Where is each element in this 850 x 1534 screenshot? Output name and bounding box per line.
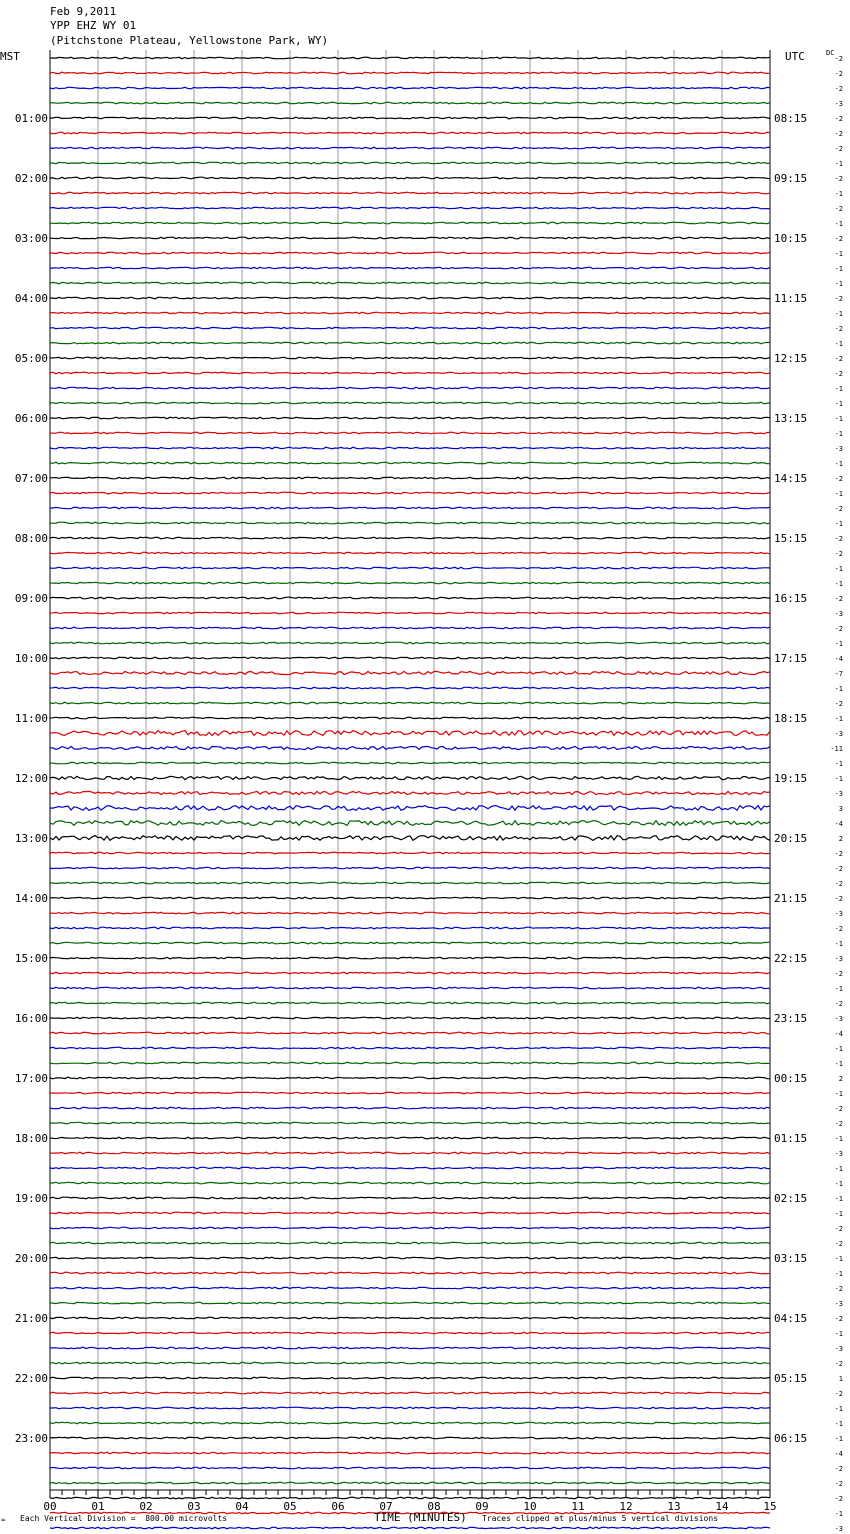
dc-offset-label: -2 [834,1360,843,1368]
utc-hour-label: 08:15 [774,112,808,125]
utc-hour-label: 05:15 [774,1372,808,1385]
dc-offset-label: -3 [834,1525,843,1533]
seismic-trace [50,582,770,584]
seismic-trace [50,1167,770,1169]
dc-offset-label: -3 [834,1015,843,1023]
seismic-trace [50,1482,770,1484]
seismic-trace [50,432,770,434]
dc-offset-label: -2 [834,700,843,708]
dc-offset-label: -1 [834,310,843,318]
chart-date: Feb 9,2011 [50,5,117,18]
seismic-trace [50,942,770,944]
dc-offset-label: -1 [834,1510,843,1518]
x-tick-label: 10 [523,1500,537,1513]
dc-offset-label: -1 [834,985,843,993]
footer-mark: ≈ [1,1516,6,1524]
seismic-trace [50,372,770,374]
seismic-trace [50,1362,770,1364]
dc-offset-label: -2 [834,175,843,183]
seismic-trace [50,1182,770,1184]
dc-offset-label: -2 [834,1105,843,1113]
dc-offset-label: -1 [834,1405,843,1413]
seismic-trace [50,222,770,224]
dc-offset-label: -1 [834,1420,843,1428]
seismic-trace [50,1197,770,1199]
seismic-trace [50,147,770,149]
mst-hour-label: 06:00 [14,412,48,425]
dc-offset-label: -3 [834,955,843,963]
utc-hour-label: 04:15 [774,1312,808,1325]
dc-offset-label: -1 [834,1195,843,1203]
seismic-trace [50,477,770,479]
dc-offset-label: -3 [834,610,843,618]
utc-hour-label: 23:15 [774,1012,808,1025]
dc-offset-label: -1 [834,1180,843,1188]
utc-hour-label: 03:15 [774,1252,808,1265]
seismic-trace [50,1437,770,1439]
seismic-trace [50,627,770,629]
utc-hour-label: 20:15 [774,832,808,845]
mst-hour-label: 11:00 [14,712,48,725]
seismic-trace [50,447,770,449]
mst-hour-label: 10:00 [14,652,48,665]
seismic-trace [50,1257,770,1259]
dc-offset-label: -1 [834,1435,843,1443]
seismic-trace [50,522,770,524]
seismic-trace [50,1452,770,1454]
dc-offset-label: -3 [834,1150,843,1158]
utc-hour-label: 02:15 [774,1192,808,1205]
seismic-trace [50,87,770,89]
seismic-trace [50,1287,770,1289]
dc-offset-label: -2 [834,475,843,483]
dc-offset-label: -2 [834,1120,843,1128]
dc-offset-label: -1 [834,1060,843,1068]
dc-offset-label: -1 [834,1270,843,1278]
seismic-trace [50,882,770,884]
mst-hour-label: 03:00 [14,232,48,245]
dc-offset-label: -3 [834,445,843,453]
utc-hour-label: 06:15 [774,1432,808,1445]
seismic-trace [50,957,770,959]
seismic-trace [50,597,770,599]
dc-offset-label: -2 [834,1240,843,1248]
dc-offset-label: -4 [834,1450,843,1458]
utc-hour-label: 13:15 [774,412,808,425]
dc-offset-label: -2 [834,625,843,633]
dc-offset-label: -1 [834,1255,843,1263]
x-tick-label: 13 [667,1500,681,1513]
seismic-trace [50,1152,770,1154]
dc-offset-label: -4 [834,655,843,663]
seismic-trace [50,177,770,179]
dc-offset-label: -1 [834,685,843,693]
utc-hour-label: 01:15 [774,1132,808,1145]
dc-offset-label: -1 [834,430,843,438]
dc-column-label: DC [826,49,835,57]
dc-offset-label: -1 [834,220,843,228]
seismic-trace [50,1272,770,1274]
seismic-trace [50,552,770,554]
x-tick-label: 05 [283,1500,297,1513]
utc-hour-label: 00:15 [774,1072,808,1085]
dc-offset-label: -2 [834,865,843,873]
seismic-trace [50,1317,770,1319]
utc-hour-label: 19:15 [774,772,808,785]
x-axis-label: TIME (MINUTES) [374,1511,467,1524]
seismic-trace [50,806,770,811]
dc-offset-label: -1 [834,340,843,348]
mst-hour-label: 04:00 [14,292,48,305]
x-tick-label: 01 [91,1500,105,1513]
seismic-trace [50,927,770,929]
dc-offset-label: -2 [834,130,843,138]
x-tick-label: 15 [763,1500,777,1513]
seismic-trace [50,267,770,269]
mst-hour-label: 01:00 [14,112,48,125]
seismic-trace [50,1332,770,1334]
dc-offset-label: -2 [834,205,843,213]
mst-hour-label: 02:00 [14,172,48,185]
dc-offset-label: -2 [834,1495,843,1503]
dc-offset-label: -1 [834,280,843,288]
dc-offset-label: -2 [834,295,843,303]
dc-offset-label: -1 [834,520,843,528]
seismic-trace [50,162,770,164]
seismic-trace [50,72,770,74]
seismic-trace [50,417,770,419]
dc-offset-label: -1 [834,190,843,198]
seismic-trace [50,1077,770,1079]
dc-offset-label: -1 [834,400,843,408]
dc-offset-label: -2 [834,1000,843,1008]
dc-offset-label: -1 [834,385,843,393]
seismic-trace [50,1047,770,1049]
seismic-trace [50,657,770,659]
seismic-trace [50,57,770,59]
seismic-trace [50,1062,770,1064]
utc-axis-label: UTC [785,50,805,63]
seismic-trace [50,671,770,674]
seismic-trace [50,387,770,389]
seismic-trace [50,1527,770,1529]
mst-hour-label: 07:00 [14,472,48,485]
utc-hour-label: 22:15 [774,952,808,965]
dc-offset-label: -1 [834,640,843,648]
dc-offset-label: -1 [834,1090,843,1098]
seismic-trace [50,791,770,794]
seismic-trace [50,1017,770,1019]
dc-offset-label: -1 [834,415,843,423]
dc-offset-label: -3 [834,910,843,918]
mst-hour-label: 17:00 [14,1072,48,1085]
seismic-trace [50,1122,770,1124]
clipping-note: Traces clipped at plus/minus 5 vertical divisions [482,1514,719,1523]
seismic-trace [50,117,770,119]
utc-hour-label: 16:15 [774,592,808,605]
dc-offset-label: -3 [834,1345,843,1353]
dc-offset-label: -1 [834,1165,843,1173]
dc-offset-label: -2 [834,1480,843,1488]
dc-offset-label: -1 [834,1330,843,1338]
dc-offset-label: -2 [834,1285,843,1293]
utc-hour-label: 14:15 [774,472,808,485]
dc-offset-label: -2 [834,535,843,543]
seismic-trace [50,567,770,569]
dc-offset-label: -2 [834,970,843,978]
mst-hour-label: 15:00 [14,952,48,965]
dc-offset-label: -3 [834,1300,843,1308]
seismic-trace [50,867,770,869]
seismic-trace [50,1092,770,1094]
dc-offset-label: -3 [834,100,843,108]
seismic-trace [50,342,770,344]
dc-offset-label: -4 [834,1030,843,1038]
dc-offset-label: -7 [834,670,843,678]
x-tick-label: 09 [475,1500,489,1513]
utc-hour-label: 11:15 [774,292,808,305]
mst-hour-label: 05:00 [14,352,48,365]
dc-offset-label: -2 [834,505,843,513]
seismic-trace [50,507,770,509]
dc-offset-label: 3 [838,805,843,813]
dc-offset-label: -2 [834,1390,843,1398]
seismic-trace [50,237,770,239]
dc-offset-label: -1 [834,760,843,768]
mst-hour-label: 19:00 [14,1192,48,1205]
seismic-trace [50,1302,770,1304]
seismic-trace [50,687,770,689]
x-tick-label: 14 [715,1500,729,1513]
x-tick-label: 04 [235,1500,249,1513]
seismic-trace [50,132,770,134]
dc-offset-label: -2 [834,880,843,888]
seismic-trace [50,762,770,764]
seismic-trace [50,462,770,464]
dc-offset-label: -3 [834,730,843,738]
seismic-trace [50,912,770,914]
seismic-trace [50,102,770,104]
dc-offset-label: 1 [838,1375,843,1383]
seismic-trace [50,1347,770,1349]
station-location: (Pitchstone Plateau, Yellowstone Park, WY) [50,34,329,47]
dc-offset-label: -2 [834,115,843,123]
seismic-trace [50,717,770,719]
x-tick-label: 06 [331,1500,345,1513]
seismic-trace [50,1467,770,1469]
seismic-trace [50,1422,770,1424]
mst-hour-label: 14:00 [14,892,48,905]
mst-hour-label: 21:00 [14,1312,48,1325]
x-tick-label: 08 [427,1500,441,1513]
dc-offset-label: -1 [834,775,843,783]
seismic-trace [50,357,770,359]
dc-offset-label: -4 [834,820,843,828]
mst-hour-label: 22:00 [14,1372,48,1385]
seismic-trace [50,1227,770,1229]
station-name: YPP EHZ WY 01 [50,19,137,32]
x-tick-label: 00 [43,1500,57,1513]
mst-hour-label: 13:00 [14,832,48,845]
x-tick-label: 12 [619,1500,633,1513]
dc-offset-label: -1 [834,1135,843,1143]
dc-offset-label: 2 [838,835,843,843]
dc-offset-label: -2 [834,70,843,78]
seismic-trace [50,731,770,736]
seismic-trace [50,537,770,539]
utc-hour-label: 15:15 [774,532,808,545]
utc-hour-label: 21:15 [774,892,808,905]
dc-offset-label: -1 [834,490,843,498]
dc-offset-label: -2 [834,85,843,93]
dc-offset-label: -1 [834,580,843,588]
seismic-trace [50,612,770,614]
dc-offset-label: -2 [834,925,843,933]
seismic-trace [50,1407,770,1409]
seismic-trace [50,297,770,299]
dc-offset-label: -1 [834,1210,843,1218]
x-tick-label: 03 [187,1500,201,1513]
seismic-trace [50,1392,770,1394]
dc-offset-label: -1 [834,250,843,258]
mst-hour-label: 20:00 [14,1252,48,1265]
seismic-trace [50,987,770,989]
dc-offset-label: -1 [834,715,843,723]
dc-offset-label: 2 [838,1075,843,1083]
dc-offset-label: -1 [834,160,843,168]
dc-offset-label: -2 [834,355,843,363]
seismic-trace [50,282,770,284]
dc-offset-label: -11 [830,745,843,753]
seismic-trace [50,972,770,974]
seismic-trace [50,1242,770,1244]
dc-offset-label: -3 [834,790,843,798]
utc-hour-label: 09:15 [774,172,808,185]
seismic-trace [50,1377,770,1379]
seismic-trace [50,1107,770,1109]
mst-hour-label: 23:00 [14,1432,48,1445]
seismic-trace [50,1212,770,1214]
seismic-trace [50,327,770,329]
dc-offset-label: -2 [834,550,843,558]
seismic-trace [50,402,770,404]
utc-hour-label: 18:15 [774,712,808,725]
dc-offset-label: -2 [834,145,843,153]
dc-offset-label: -1 [834,460,843,468]
seismic-trace [50,312,770,314]
seismic-trace [50,1497,770,1499]
seismic-trace [50,252,770,254]
x-tick-label: 02 [139,1500,153,1513]
dc-offset-label: -2 [834,1315,843,1323]
dc-offset-label: -1 [834,940,843,948]
seismic-trace [50,702,770,704]
dc-offset-label: -2 [834,370,843,378]
seismic-trace [50,897,770,899]
mst-hour-label: 09:00 [14,592,48,605]
dc-offset-label: -2 [834,1465,843,1473]
utc-hour-label: 12:15 [774,352,808,365]
seismic-trace [50,492,770,494]
dc-offset-label: -1 [834,1045,843,1053]
dc-offset-label: -1 [834,565,843,573]
dc-offset-label: -2 [834,850,843,858]
mst-axis-label: MST [0,50,20,63]
seismic-trace [50,1032,770,1034]
dc-offset-label: -2 [834,895,843,903]
seismic-trace [50,821,770,826]
dc-offset-label: -2 [834,55,843,63]
x-tick-label: 11 [571,1500,585,1513]
dc-offset-label: -1 [834,265,843,273]
dc-offset-label: -2 [834,1225,843,1233]
seismic-trace [50,746,770,749]
mst-hour-label: 16:00 [14,1012,48,1025]
utc-hour-label: 17:15 [774,652,808,665]
mst-hour-label: 12:00 [14,772,48,785]
seismic-trace [50,776,770,779]
utc-hour-label: 10:15 [774,232,808,245]
vertical-scale-note: Each Vertical Division = 800.00 microvolts [20,1514,228,1523]
mst-hour-label: 08:00 [14,532,48,545]
seismic-trace [50,207,770,209]
mst-hour-label: 18:00 [14,1132,48,1145]
seismic-trace [50,836,770,841]
dc-offset-label: -2 [834,595,843,603]
seismic-trace [50,642,770,644]
seismic-trace [50,852,770,854]
seismic-trace [50,1137,770,1139]
x-tick-label: 07 [379,1500,393,1513]
dc-offset-label: -2 [834,325,843,333]
dc-offset-label: -2 [834,235,843,243]
seismic-trace [50,192,770,194]
seismic-trace [50,1002,770,1004]
